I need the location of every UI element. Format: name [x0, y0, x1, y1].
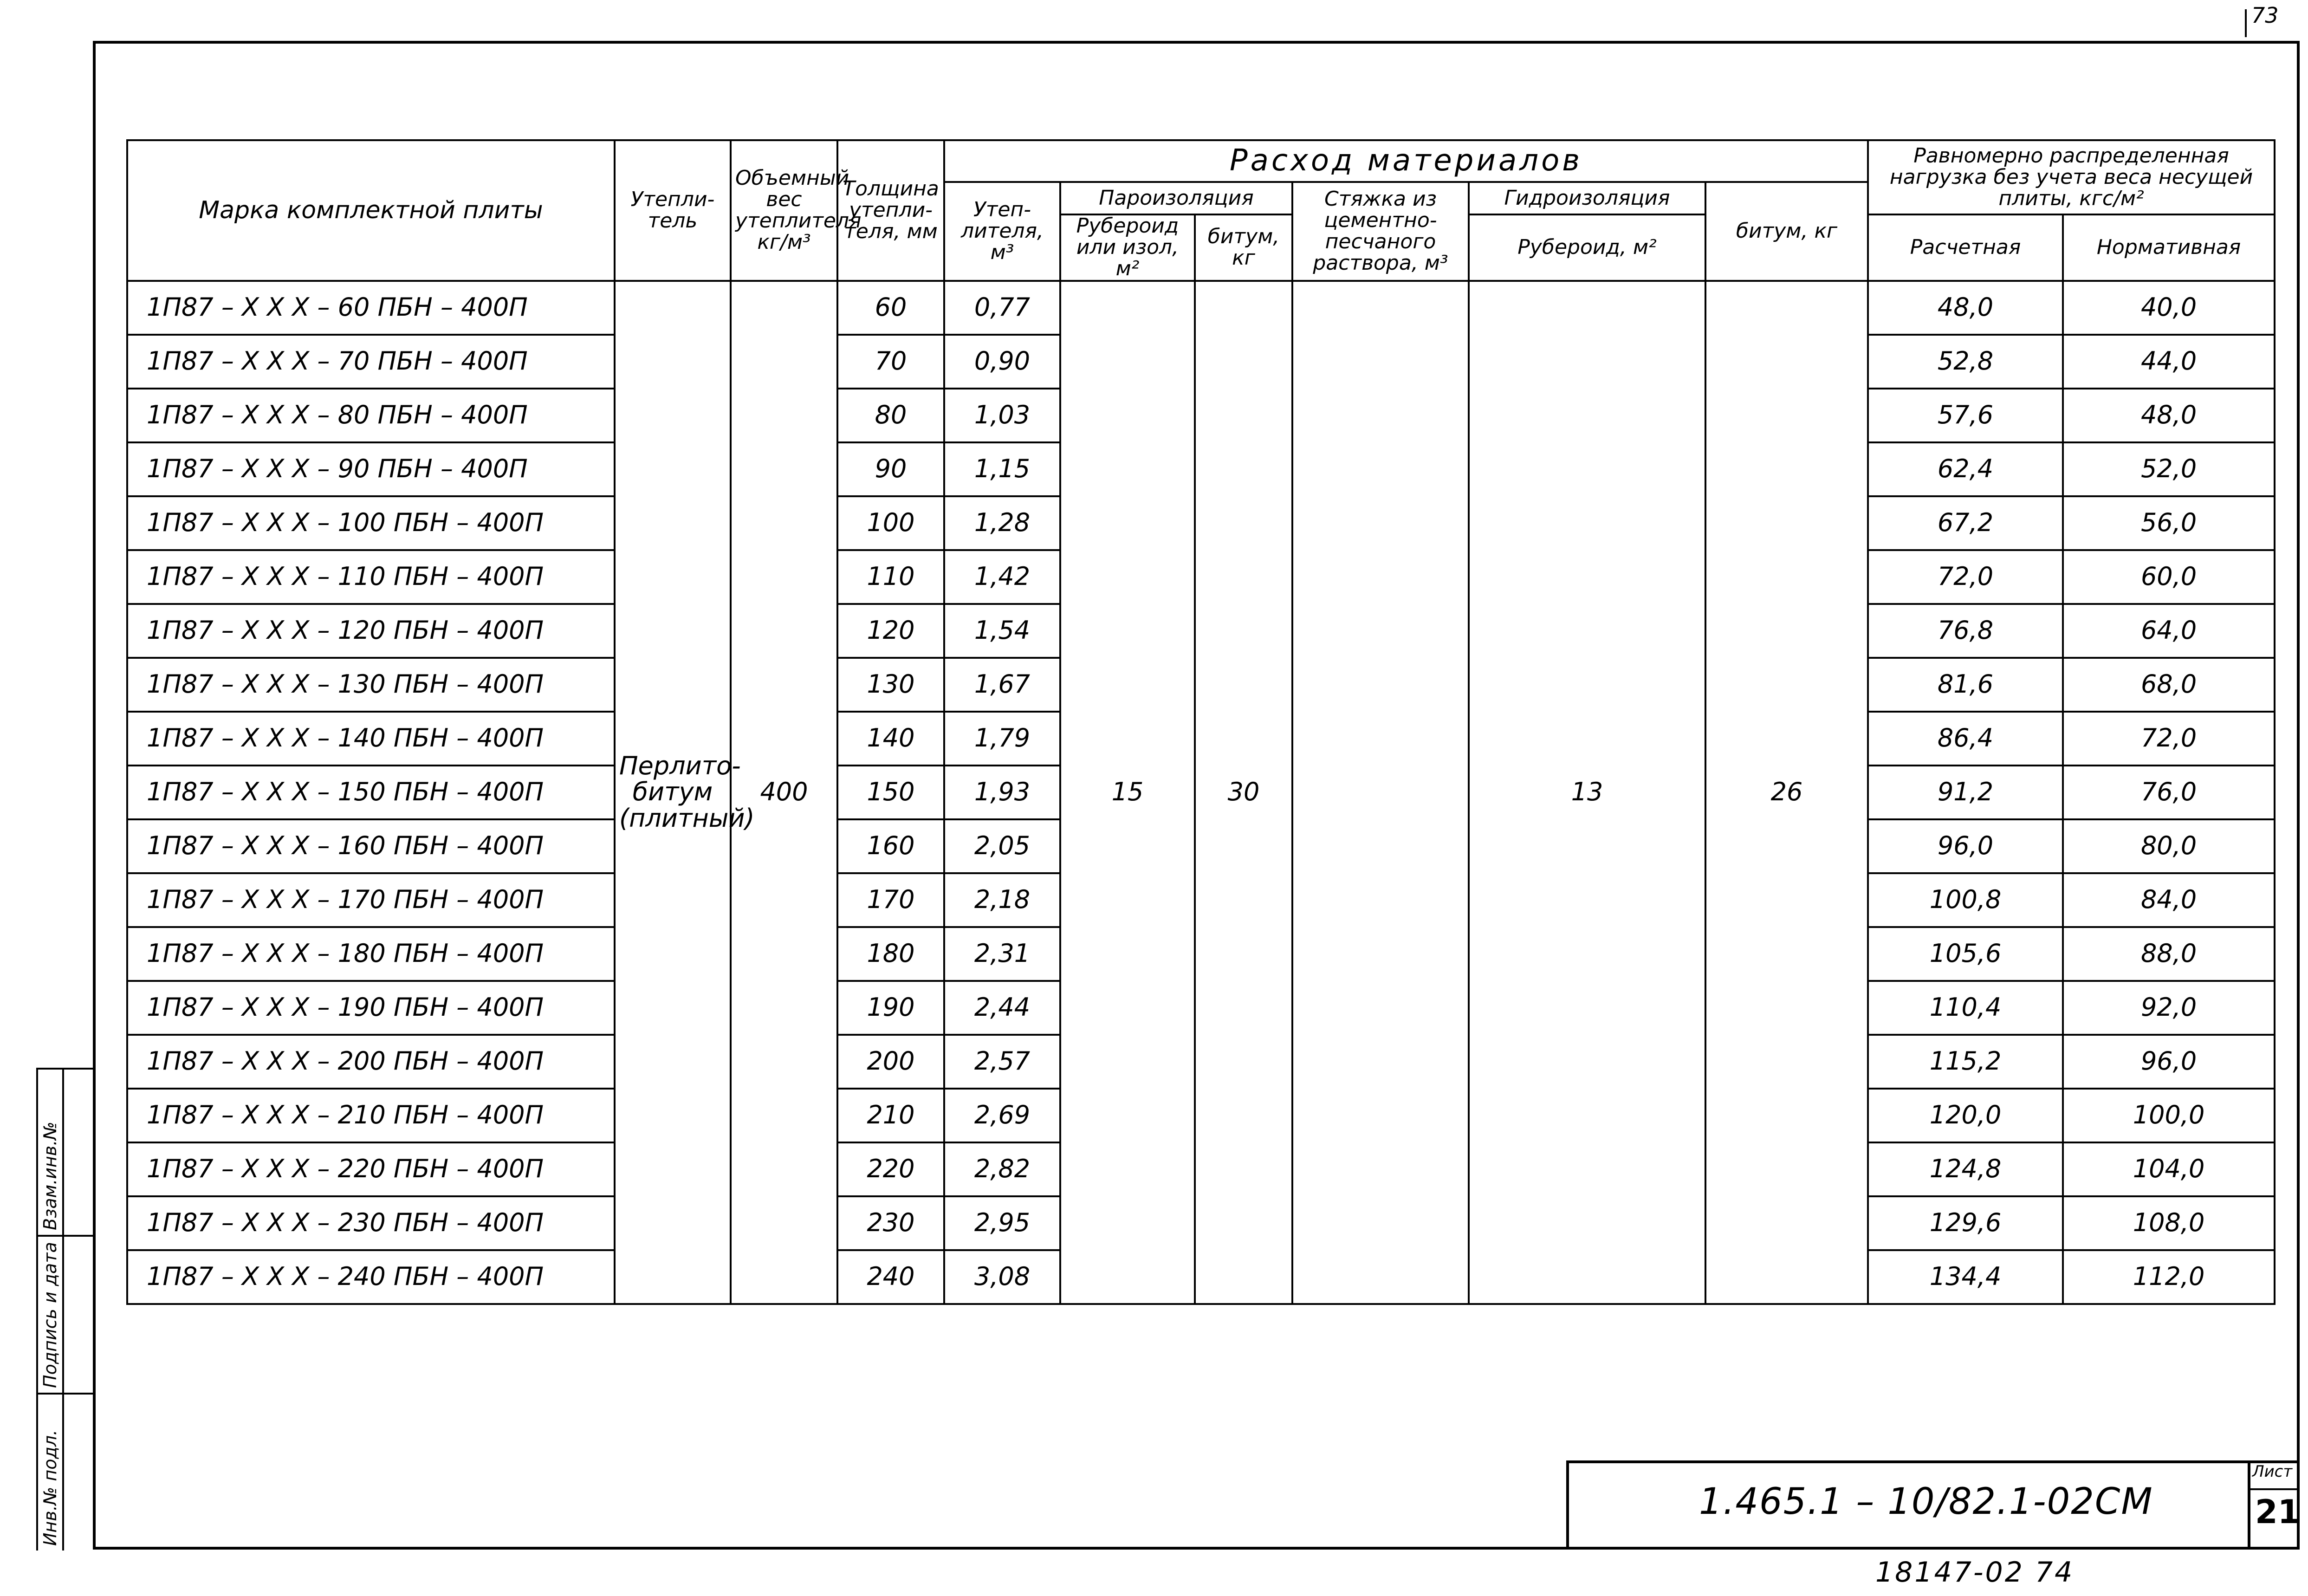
archive-number: 18147-02 74	[1875, 1556, 2075, 1589]
cell-load-calc: 105,6	[1868, 927, 2063, 981]
cell-volume: 2,18	[944, 873, 1060, 927]
cell-mark: 1П87 – X X X – 240 ПБН – 400П	[127, 1250, 615, 1304]
cell-volume: 1,15	[944, 442, 1060, 496]
header-load: Равномерно распределенная нагрузка без учета веса несущей плиты, кгс/м²	[1868, 140, 2275, 214]
cell-density: 400	[731, 281, 837, 1304]
cell-load-calc: 86,4	[1868, 712, 2063, 766]
cell-volume: 2,95	[944, 1196, 1060, 1250]
cell-load-norm: 88,0	[2063, 927, 2275, 981]
cell-thickness: 170	[837, 873, 944, 927]
cell-load-calc: 124,8	[1868, 1142, 2063, 1196]
header-consumption: Расход материалов	[944, 140, 1868, 182]
cell-load-norm: 100,0	[2063, 1089, 2275, 1142]
cell-load-norm: 56,0	[2063, 496, 2275, 550]
cell-thickness: 160	[837, 819, 944, 873]
cell-volume: 2,44	[944, 981, 1060, 1035]
cell-volume: 1,03	[944, 389, 1060, 442]
cell-volume: 1,93	[944, 766, 1060, 819]
table-row	[127, 281, 2275, 335]
cell-thickness: 150	[837, 766, 944, 819]
side-label-replace: Взам.инв.№	[40, 1122, 60, 1230]
cell-volume: 2,05	[944, 819, 1060, 873]
document-code: 1.465.1 – 10/82.1-02СМ	[1699, 1481, 2153, 1523]
cell-load-calc: 48,0	[1868, 281, 2063, 335]
cell-volume: 1,42	[944, 550, 1060, 604]
sheet-label: Лист	[2252, 1462, 2293, 1481]
cell-mark: 1П87 – X X X – 160 ПБН – 400П	[127, 819, 615, 873]
cell-load-norm: 96,0	[2063, 1035, 2275, 1089]
cell-mark: 1П87 – X X X – 150 ПБН – 400П	[127, 766, 615, 819]
cell-mark: 1П87 – X X X – 180 ПБН – 400П	[127, 927, 615, 981]
cell-load-calc: 57,6	[1868, 389, 2063, 442]
cell-volume: 3,08	[944, 1250, 1060, 1304]
cell-load-norm: 108,0	[2063, 1196, 2275, 1250]
header-vapor-ruberoid: Рубероид или изол, м²	[1060, 214, 1195, 281]
cell-volume: 0,90	[944, 335, 1060, 389]
header-load-calc: Расчетная	[1868, 214, 2063, 281]
header-hydro: Гидроизоляция	[1469, 182, 1705, 214]
header-hydro-ruberoid: Рубероид, м²	[1469, 214, 1705, 281]
cell-volume: 1,79	[944, 712, 1060, 766]
cell-thickness: 230	[837, 1196, 944, 1250]
header-ins-volume: Утеп-лителя, м³	[944, 182, 1060, 281]
cell-load-calc: 100,8	[1868, 873, 2063, 927]
cell-load-calc: 81,6	[1868, 658, 2063, 712]
cell-thickness: 200	[837, 1035, 944, 1089]
cell-mark: 1П87 – X X X – 190 ПБН – 400П	[127, 981, 615, 1035]
cell-mark: 1П87 – X X X – 210 ПБН – 400П	[127, 1089, 615, 1142]
cell-load-norm: 80,0	[2063, 819, 2275, 873]
cell-load-calc: 62,4	[1868, 442, 2063, 496]
cell-volume: 2,69	[944, 1089, 1060, 1142]
cell-thickness: 110	[837, 550, 944, 604]
cell-load-calc: 91,2	[1868, 766, 2063, 819]
cell-thickness: 210	[837, 1089, 944, 1142]
cell-load-calc: 96,0	[1868, 819, 2063, 873]
cell-load-norm: 64,0	[2063, 604, 2275, 658]
cell-vapor-bitumen: 30	[1195, 281, 1292, 1304]
cell-load-norm: 68,0	[2063, 658, 2275, 712]
cell-thickness: 180	[837, 927, 944, 981]
header-thickness: Толщина утепли-теля, мм	[837, 140, 944, 281]
cell-thickness: 120	[837, 604, 944, 658]
cell-load-norm: 40,0	[2063, 281, 2275, 335]
cell-load-calc: 76,8	[1868, 604, 2063, 658]
cell-mark: 1П87 – X X X – 200 ПБН – 400П	[127, 1035, 615, 1089]
cell-insulation: Перлито-битум (плитный)	[615, 281, 731, 1304]
cell-load-norm: 112,0	[2063, 1250, 2275, 1304]
cell-thickness: 130	[837, 658, 944, 712]
cell-volume: 1,54	[944, 604, 1060, 658]
cell-mark: 1П87 – X X X – 100 ПБН – 400П	[127, 496, 615, 550]
cell-thickness: 70	[837, 335, 944, 389]
cell-mark: 1П87 – X X X – 80 ПБН – 400П	[127, 389, 615, 442]
cell-load-calc: 129,6	[1868, 1196, 2063, 1250]
cell-load-norm: 92,0	[2063, 981, 2275, 1035]
cell-thickness: 220	[837, 1142, 944, 1196]
cell-thickness: 60	[837, 281, 944, 335]
cell-volume: 2,31	[944, 927, 1060, 981]
cell-vapor-ruberoid: 15	[1060, 281, 1195, 1304]
cell-hydro-ruberoid: 13	[1469, 281, 1705, 1304]
header-hydro-bitumen: битум, кг	[1705, 182, 1868, 281]
cell-hydro-bitumen: 26	[1705, 281, 1868, 1304]
cell-volume: 1,67	[944, 658, 1060, 712]
header-vapor: Пароизоляция	[1060, 182, 1292, 214]
spec-table	[126, 139, 2276, 1305]
header-screed: Стяжка из цементно-песчаного раствора, м³	[1292, 182, 1469, 281]
cell-mark: 1П87 – X X X – 220 ПБН – 400П	[127, 1142, 615, 1196]
corner-tick	[2245, 9, 2247, 37]
cell-load-norm: 60,0	[2063, 550, 2275, 604]
header-density: Объемный вес утеплителя кг/м³	[731, 140, 837, 281]
cell-load-calc: 120,0	[1868, 1089, 2063, 1142]
cell-thickness: 80	[837, 389, 944, 442]
cell-mark: 1П87 – X X X – 140 ПБН – 400П	[127, 712, 615, 766]
cell-thickness: 100	[837, 496, 944, 550]
cell-thickness: 90	[837, 442, 944, 496]
cell-load-calc: 67,2	[1868, 496, 2063, 550]
side-strip	[36, 1068, 93, 1551]
cell-load-norm: 104,0	[2063, 1142, 2275, 1196]
cell-mark: 1П87 – X X X – 120 ПБН – 400П	[127, 604, 615, 658]
cell-load-calc: 110,4	[1868, 981, 2063, 1035]
cell-load-calc: 72,0	[1868, 550, 2063, 604]
cell-mark: 1П87 – X X X – 60 ПБН – 400П	[127, 281, 615, 335]
cell-volume: 0,77	[944, 281, 1060, 335]
cell-load-calc: 115,2	[1868, 1035, 2063, 1089]
cell-thickness: 240	[837, 1250, 944, 1304]
cell-volume: 2,82	[944, 1142, 1060, 1196]
cell-load-norm: 44,0	[2063, 335, 2275, 389]
cell-volume: 1,28	[944, 496, 1060, 550]
cell-thickness: 190	[837, 981, 944, 1035]
cell-mark: 1П87 – X X X – 70 ПБН – 400П	[127, 335, 615, 389]
cell-load-calc: 134,4	[1868, 1250, 2063, 1304]
header-vapor-bitumen: битум, кг	[1195, 214, 1292, 281]
cell-screed	[1292, 281, 1469, 1304]
cell-load-norm: 72,0	[2063, 712, 2275, 766]
cell-load-norm: 52,0	[2063, 442, 2275, 496]
cell-mark: 1П87 – X X X – 170 ПБН – 400П	[127, 873, 615, 927]
cell-mark: 1П87 – X X X – 230 ПБН – 400П	[127, 1196, 615, 1250]
cell-volume: 2,57	[944, 1035, 1060, 1089]
spec-table-body	[127, 281, 2275, 1304]
cell-mark: 1П87 – X X X – 90 ПБН – 400П	[127, 442, 615, 496]
header-insulation: Утепли-тель	[615, 140, 731, 281]
header-load-norm: Нормативная	[2063, 214, 2275, 281]
cell-mark: 1П87 – X X X – 130 ПБН – 400П	[127, 658, 615, 712]
cell-thickness: 140	[837, 712, 944, 766]
side-label-sign: Подпись и дата	[40, 1242, 60, 1388]
sheet-number: 21	[2255, 1493, 2301, 1531]
header-mark: Марка комплектной плиты	[127, 140, 615, 281]
cell-load-norm: 48,0	[2063, 389, 2275, 442]
side-label-inv: Инв.№ подл.	[40, 1429, 60, 1546]
page-number: 73	[2251, 3, 2279, 28]
cell-mark: 1П87 – X X X – 110 ПБН – 400П	[127, 550, 615, 604]
cell-load-calc: 52,8	[1868, 335, 2063, 389]
cell-load-norm: 76,0	[2063, 766, 2275, 819]
cell-load-norm: 84,0	[2063, 873, 2275, 927]
